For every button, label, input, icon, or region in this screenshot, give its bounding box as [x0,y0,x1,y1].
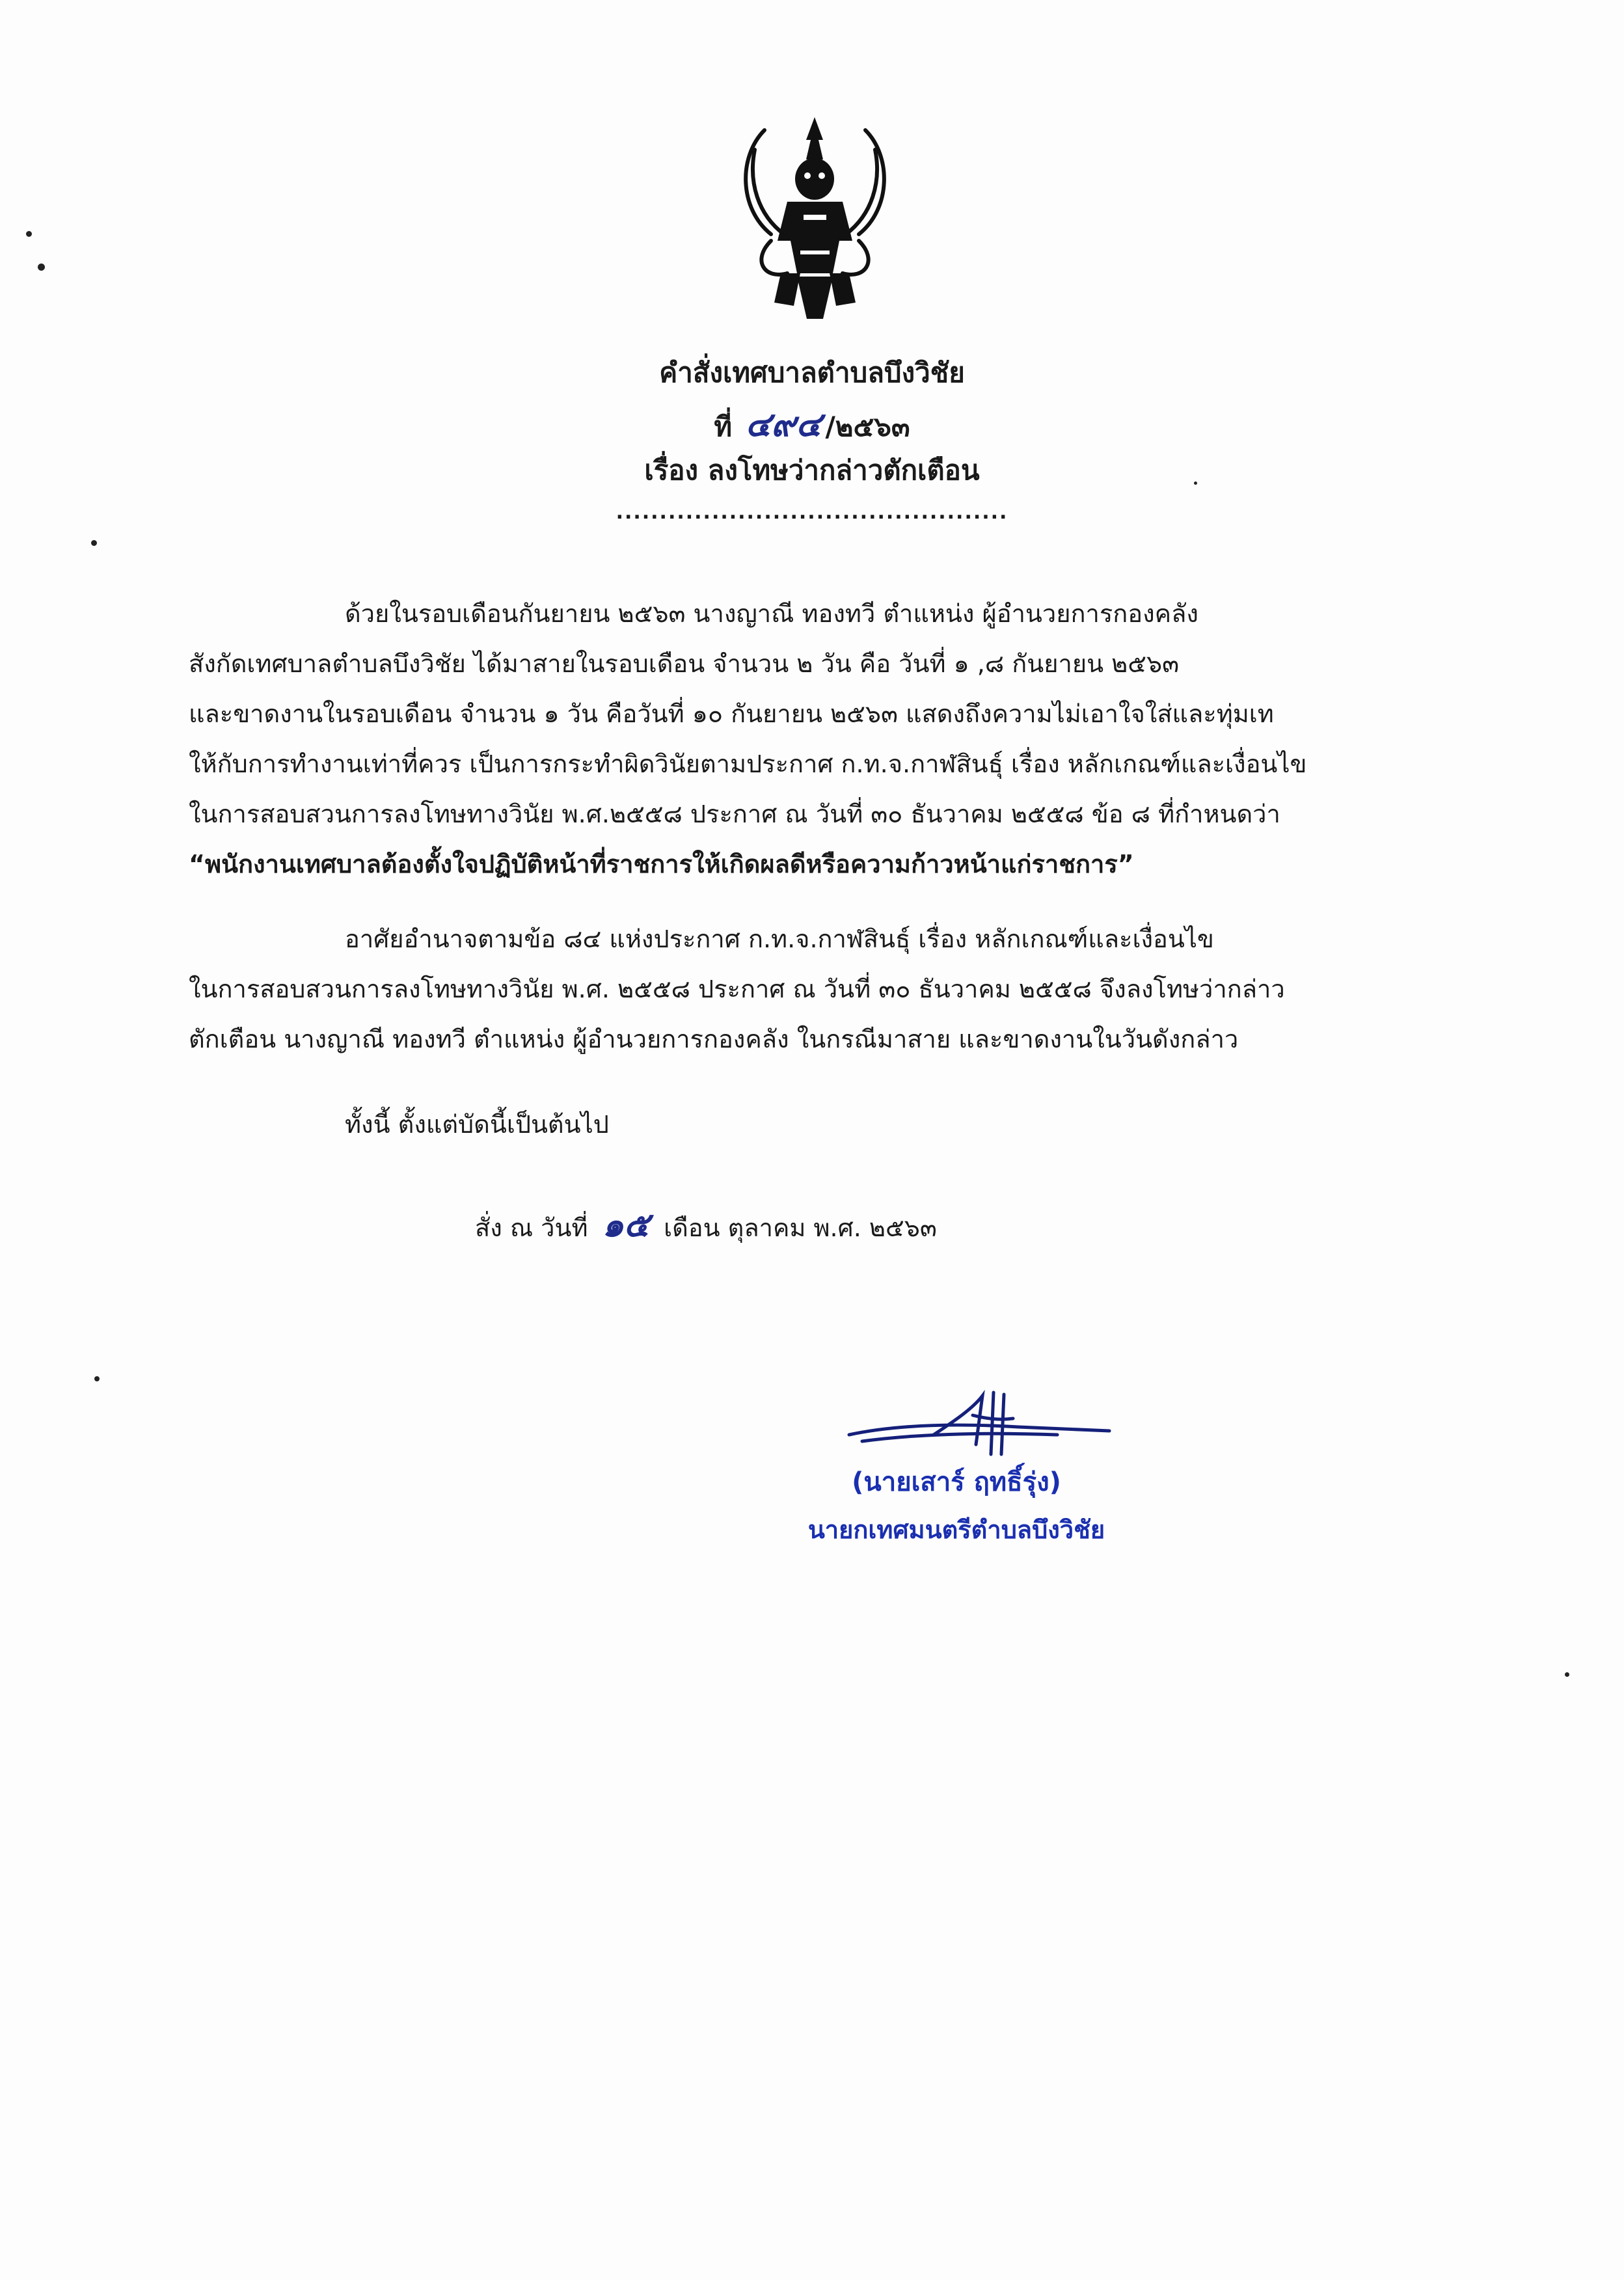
scan-speck [38,264,45,271]
paragraph-1-line: ในการสอบสวนการลงโทษทางวินัย พ.ศ.๒๕๕๘ ประกาศ ณ วันที่ ๓๐ ธันวาคม ๒๕๕๘ ข้อ ๘ ที่กำหนดว่า [189,800,1280,828]
order-date-prefix: สั่ง ณ วันที่ [475,1214,588,1242]
order-number [0,397,1624,451]
paragraph-2 [189,914,1464,1065]
regulation-quote: “พนักงานเทศบาลต้องตั้งใจปฏิบัติหน้าที่ราชการให้เกิดผลดีหรือความก้าวหน้าแก่ราชการ” [189,850,1134,878]
paragraph-1-line: และขาดงานในรอบเดือน จำนวน ๑ วัน คือวันที่ ๑๐ กันยายน ๒๕๖๓ แสดงถึงความไม่เอาใจใส่และทุ่มเท [189,699,1274,728]
scan-speck [91,540,97,546]
effective-clause: ทั้งนี้ ตั้งแต่บัดนี้เป็นต้นไป [345,1110,609,1139]
paragraph-1-line: สังกัดเทศบาลตำบลบึงวิชัย ได้มาสายในรอบเดือน จำนวน ๒ วัน คือ วันที่ ๑ ,๘ กันยายน ๒๕๖๓ [189,649,1180,678]
order-number-prefix: ที่ [714,411,733,442]
paragraph-1-line: ด้วยในรอบเดือนกันยายน ๒๕๖๓ นางญาณี ทองทวี ตำแหน่ง ผู้อำนวยการกองคลัง [345,599,1198,628]
document-title: คำสั่งเทศบาลตำบลบึงวิชัย [659,357,965,388]
paragraph-3 [189,1100,1464,1150]
paragraph-2-line: อาศัยอำนาจตามข้อ ๘๔ แห่งประกาศ ก.ท.จ.กาฬสินธุ์ เรื่อง หลักเกณฑ์และเงื่อนไข [345,925,1214,953]
signature-mark [843,1389,1116,1467]
separator-line: ............................................. [616,501,1008,524]
scan-speck [26,231,32,237]
order-date [475,1197,937,1251]
scan-speck [94,1376,100,1381]
order-number-handwritten: ๔๙๔ [745,405,822,444]
scan-speck [1194,482,1197,485]
order-date-suffix: เดือน ตุลาคม พ.ศ. ๒๕๖๓ [664,1214,937,1242]
signer-name: (นายเสาร์ ฤทธิ์รุ่ง) [852,1467,1061,1497]
paragraph-1 [189,589,1464,889]
garuda-emblem-icon [725,111,904,325]
paragraph-2-line: ตักเตือน นางญาณี ทองทวี ตำแหน่ง ผู้อำนวยการกองคลัง ในกรณีมาสาย และขาดงานในวันดังกล่าว [189,1025,1239,1053]
signer-position: นายกเทศมนตรีตำบลบึงวิชัย [807,1515,1105,1544]
document-subject: เรื่อง ลงโทษว่ากล่าวตักเตือน [644,454,980,486]
order-date-day-handwritten: ๑๕ [602,1205,649,1245]
paragraph-2-line: ในการสอบสวนการลงโทษทางวินัย พ.ศ. ๒๕๕๘ ประกาศ ณ วันที่ ๓๐ ธันวาคม ๒๕๕๘ จึงลงโทษว่ากล่าว [189,975,1285,1003]
order-number-suffix: /๒๕๖๓ [825,411,910,442]
paragraph-1-line: ให้กับการทำงานเท่าที่ควร เป็นการกระทำผิดวินัยตามประกาศ ก.ท.จ.กาฬสินธุ์ เรื่อง หลักเกณฑ์และเงื่อนไข [189,750,1307,778]
scan-speck [1565,1672,1569,1677]
